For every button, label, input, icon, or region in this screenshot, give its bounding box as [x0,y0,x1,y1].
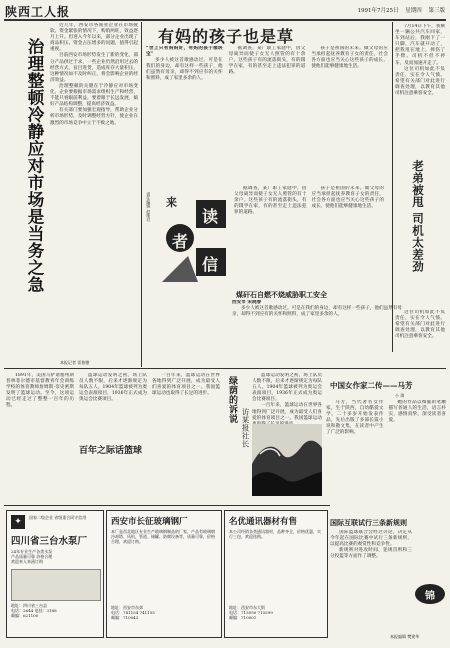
lower-center-para: 篮球运动发明之初，场上队员人数不限，后来才逐渐规定为每队五人。1904年篮球被列为奥运会表演项目，1936年正式成为奥运会比赛项目。 [252,373,322,403]
right-headline: 老弟被甩 司机太差劲 [411,160,425,273]
left-para: 治理整顿的关键在于冷静应对市场变化，企业要根据市场需求组织生产和经营，不能只看眼前利益，要着眼于长远发展，搞好产品结构调整，提高经济效益。 [50,83,138,108]
poem-para: 她的作品以细腻的笔触描写普通人的生活，语言朴实，感情真挚，深受读者喜爱。 [388,400,446,424]
pump-line: 24年专业生产各类水泵 [11,549,53,554]
glass-contact-line: 邮编：710043 [111,615,139,621]
newspaper-logo: 陕西工人报 [5,5,71,19]
pump-logo-icon: ✦ [11,515,25,529]
notice-headline: 国际互联试行三条新规则 [330,518,407,527]
mid-article [234,186,384,286]
issue-date [357,6,445,14]
left-byline: 本报记者 雷鲁德 [60,360,90,365]
left-para: 近几年，西安市各商业企业在市场疲软、资金紧张的情况下，购销两旺，效益逐月上升。但进入今年以来，部分企业出现了商品积压、资金占压增多的问题，值得引起重视。 [50,23,138,53]
pump-desc [11,549,99,565]
wave-picture [252,424,322,496]
center-article [146,46,388,183]
mid-headline: 煤矸石自燃不烧威胁职工安全 [236,290,327,299]
left-headline: 治理整顿冷静应对市场是当务之急 [25,38,44,293]
lower-center-para: 一百年来，篮球运动在世界各地得到广泛开展，成为最受人们喜爱的体育项目之一。我国篮球运动 [252,403,322,421]
center-para: 据调查，某厂职工家庭中，因父母离异而使子女无人照管的有十余户。这些孩子有的流落街头，有的辍学在家，有的甚至走上违法犯罪的道路。 [228,46,306,76]
notice-para: 新规则对进攻时间、犯规罚则和三分投篮等方面作了调整。 [330,548,412,560]
col-rule [141,22,142,367]
center-headline: 有妈的孩子也是草 [158,27,295,46]
right-para: 这位司机如此不负责任，实在令人气愤。希望有关部门对此进行调查处理，以教育其他司机注意乘客安全。 [395,66,445,97]
left-para: 有关部门要加强宏观指导，帮助企业分析市场形势，及时调整经营方针，使企业在激烈的市场竞争中立于不败之地。 [50,108,138,126]
mid-para: 孩子是祖国的未来。做父母的应当承担起抚养教育子女的责任，社会各方面也应当关心这些孩子的成长，使他们能够健康地生活。 [311,186,384,210]
pump-tagline: 国家二级企业 省级重合同守信用 [29,515,87,520]
right-article-lower [395,310,445,352]
pump-line: 产品质量可靠 价格合理 [11,554,53,560]
weekday-text: 星期四 [405,8,422,14]
notice-badge [414,582,446,606]
comms-desc: 本公司经销各类通讯器材，品种齐全，价格优惠，实行三包，欢迎选购。 [229,529,321,540]
right-para: 这位司机如此不负责任，实在令人气愤。希望有关部门对此进行调查处理，以教育其他司机注意乘客安全。 [395,310,445,340]
notice-article [330,530,412,626]
poem-para: 马芳，当代著名女作家，生于陕西，自幼酷爱文学。二十多岁开始发表作品，先后出版了多部长篇小说和散文集，在读者中产生了广泛的影响。 [326,400,384,436]
vertical-subtitle: 访某报社长 [241,408,250,448]
photo-char-right: 来 [166,196,177,209]
center-para: 多少人被这首歌感动过。可是在我们的身边，却有这样一些孩子，他们虽然有母亲，却得不到应有的关怀和照料，成了家里多余的人。 [146,58,223,82]
photo-char-top: 读 [202,207,219,226]
pump-contact-line: 电话：2644 电挂：3188 [11,608,57,614]
mid-byline: 西安市 宋晓春 [232,300,262,305]
right-article [395,24,445,158]
glass-contact-line: 地址：西安市东郊 [111,605,143,610]
left-para: 目前西安市场形势发生了新的变化，部分产品供过于求，一些企业仍然沿用过去的经营方式，盲目进货，造成库存大量积压，这种情况如不及时纠正，将会影响企业的经济效益。 [50,53,138,83]
ad-pump-factory [6,510,104,638]
pump-contact-line: 邮编：621100 [11,613,39,619]
glass-desc: 本厂是西北地区专业生产玻璃钢制品的厂家，产品有玻璃钢冷却塔、风机、管道、储罐、防腐设备等，质量可靠，价格合理，欢迎订购。 [111,529,215,545]
center-quote: “世上只有妈妈好，有妈的孩子像块宝” [146,46,223,58]
masthead-rule [4,19,446,21]
photo-char-bottom: 信 [202,255,219,274]
comms-contact [229,605,323,621]
reader-letters-graphic [158,186,230,290]
poem-article [326,400,446,500]
sport-para: 一百年来，篮球运动在世界各地得到广泛开展，成为最受人们喜爱的体育项目之一。我国篮球运动也取得了长足的进步。 [152,373,220,397]
sport-article [6,373,220,503]
center-para: 孩子是祖国的未来。做父母的应当承担起抚养教育子女的责任，社会各方面也应当关心这些孩子的成长，使他们能够健康地生活。 [311,46,388,70]
sport-para: 篮球运动发明之初，场上队员人数不限，后来才逐渐规定为每队五人。1904年篮球被列为奥运会表演项目，1936年正式成为奥运会比赛项目。 [79,373,147,403]
poem-author: 小 琪 [395,393,405,398]
comms-contact-line: 地址：西安市东大街 [229,605,265,610]
notice-byline: 本报编辑 樊建华 [390,634,420,639]
poem-headline: 中国女作家二传——马芳 [330,381,413,390]
glass-contact [111,605,217,621]
glass-company-name: 西安市长征玻璃钢厂 [111,517,188,527]
editor-credit: 责任编辑 赵维君 [146,192,152,222]
right-col-rule [392,22,393,352]
notice-para: 国际篮球联合会经过讨论，决定从今年起在国际比赛中试行三条新规则，以提高比赛的观赏性和竞争性。 [330,530,412,548]
pump-company-name: 四川省三台水泵厂 [11,536,88,547]
sport-headline: 百年之际话篮球 [76,442,145,457]
photo-char-left: 者 [172,232,189,251]
pump-line: 欢迎来人来函订购 [11,559,43,565]
sport-para: 1891年，美国马萨诸塞州斯普林菲尔德市基督教青年会训练学校的体育教师詹姆斯·奈史密斯发明了篮球运动。至今，这项运动已经走过了整整一百年的历程。 [6,373,74,409]
mid-news-para: 多少人被这首歌感动过。可是在我们的身边，却有这样一些孩子，他们虽然有母亲，却得不到应有的关怀和照料，成了家里多余的人。 [232,306,402,318]
glass-contact-line: 电话：741154 741155 [111,610,155,616]
vertical-title: 绿荫的诉说 [227,376,237,424]
wave-illustration [252,424,322,496]
section-rule [4,368,446,369]
comms-contact-line: 电话：715590 715599 [229,610,273,616]
comms-company-name: 名优通讯器材有售 [229,517,298,527]
pump-image [11,569,101,601]
ad-communications [224,510,328,638]
ads-rule [4,505,330,506]
date-text: 1991年7月25日 [357,8,399,14]
mid-news [232,300,402,346]
left-article [50,23,138,358]
notice-badge-char: 锦 [425,591,435,602]
page-number: 第三版 [428,8,445,14]
masthead [5,3,445,18]
pump-contact-line: 地址：四川省三台县 [11,603,47,608]
mid-para: 据调查，某厂职工家庭中，因父母离异而使子女无人照管的有十余户。这些孩子有的流落街头，有的辍学在家，有的甚至走上违法犯罪的道路。 [234,186,307,216]
pump-contact [11,603,99,619]
ad-glass-factory [106,510,222,638]
comms-contact-line: 邮编：710001 [229,615,257,621]
right-para: 7月14日下午，我乘坐一辆公共汽车回家，车到站后，我刚下了一只脚，汽车就开动了，把我甩在地上，摔伤了手臂。司机不但不停车，反而加速开走了。 [395,24,445,66]
